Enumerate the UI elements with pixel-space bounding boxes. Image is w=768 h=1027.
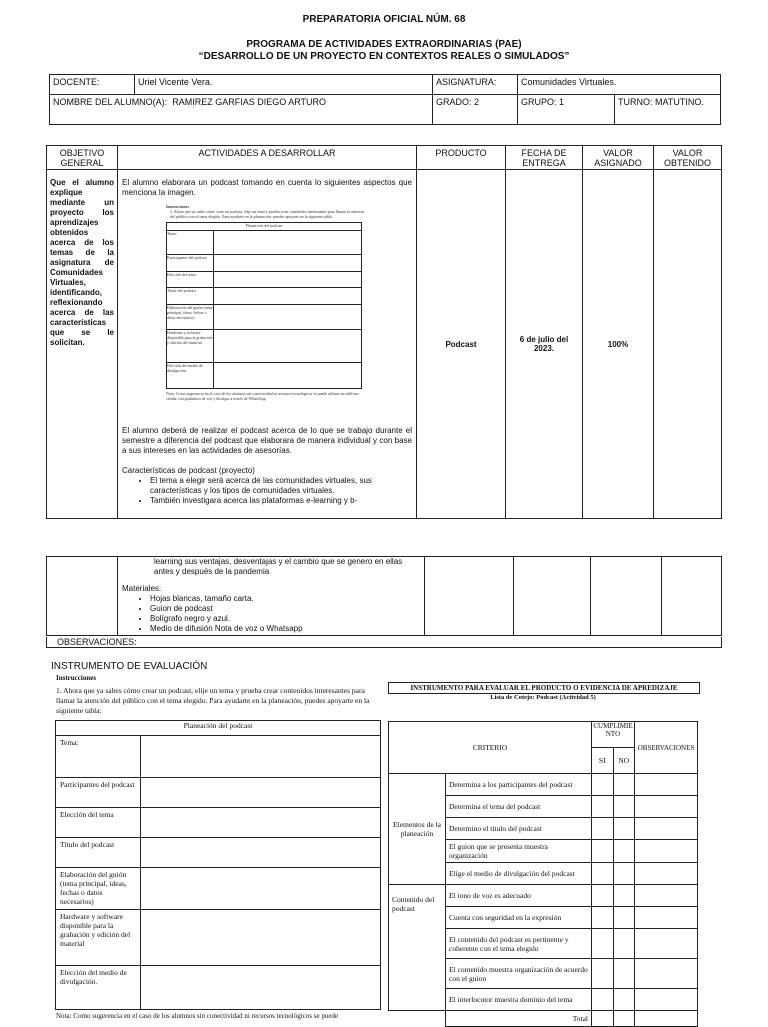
checklist-table xyxy=(388,721,698,1027)
list-item: • Medio de difusión Nota de voz o Whatsapp xyxy=(150,624,420,634)
criterion: Determina el tema del podcast xyxy=(446,796,592,818)
program-title: PROGRAMA DE ACTIVIDADES EXTRAORDINARIAS (PAE) xyxy=(246,39,522,50)
criterion: Elige el medio de divulgación del podcast xyxy=(446,863,592,885)
materiales-title: Materiales: xyxy=(122,584,162,593)
actividad-p2: El alumno deberá de realizar el podcast acerca de lo que se trabajo durante el semestre a diferencia del podcast que elaborara de manera individual y con base a sus intereses en las actividades de asesorías. xyxy=(122,426,412,455)
criterion: Determino el título del podcast xyxy=(446,818,592,840)
plan-row-label: Hardware y software disponible para la grabación y edición del material xyxy=(56,910,141,966)
instructions-thumbnail xyxy=(166,204,370,422)
criterio-header: CRITERIO xyxy=(389,722,592,774)
school-title: PREPARATORIA OFICIAL NÚM. 68 xyxy=(302,14,466,25)
asignatura-value: Comunidades Virtuales. xyxy=(518,75,721,95)
project-title: “DESARROLLO DE UN PROYECTO EN CONTEXTOS REALES O SIMULADOS” xyxy=(198,51,570,62)
criterion: El contenido del podcast es pertinente y coherente con el tema elegido xyxy=(446,929,592,959)
no-header: NO xyxy=(613,748,635,774)
continuation-line: learning sus ventajas, desventajas y el cambio que se genero en ellas antes y después de la pandemia xyxy=(154,557,403,576)
thumb-row: Tema: xyxy=(167,231,214,255)
group-contenido: Contenido del podcast xyxy=(389,885,446,1011)
alumno-value: RAMIREZ GARFIAS DIEGO ARTURO xyxy=(172,97,327,107)
objetivo-text: Que el alumno explique mediante un proyecto los aprendizajes obtenidos acerca de los temas de la asignatura de Comunidades Virtuales, identificando, reflexionando acerca de las características que se le solicitan. xyxy=(47,170,118,519)
actividad-intro: El alumno elaborara un podcast tomando en cuenta lo siguientes aspectos que menciona la imagen. xyxy=(122,178,412,197)
header-objetivo: OBJETIVO GENERAL xyxy=(47,146,118,170)
thumb-plan-table xyxy=(166,222,362,389)
criterion: El interlocutor muestra dominio del tema xyxy=(446,989,592,1011)
plan-row-label: Elaboración del guión (tema principal, ideas, fechas o datos necesarios) xyxy=(56,868,141,910)
header-actividades: ACTIVIDADES A DESARROLLAR xyxy=(118,146,417,170)
materiales-list xyxy=(122,594,420,634)
caracteristicas-list xyxy=(122,476,412,506)
docente-label: DOCENTE: xyxy=(50,75,135,95)
planeacion-title: Planeación del podcast xyxy=(56,721,381,736)
criterion: Determina a los participantes del podcast xyxy=(446,774,592,796)
total-label: Total xyxy=(446,1011,592,1027)
thumb-row: Elección del tema xyxy=(167,272,214,288)
observaciones-header: OBSERVACIONES xyxy=(635,722,698,774)
plan-row-label: Tema: xyxy=(56,736,141,778)
evaluation-title: INSTRUMENTO DE EVALUACIÓN xyxy=(51,661,208,672)
thumb-row: Elección del medio de divulgación xyxy=(167,363,214,389)
criterion: El contenido muestra organización de acuerdo con el guion xyxy=(446,959,592,989)
header-valor-asignado: VALOR ASIGNADO xyxy=(583,146,654,170)
criterion: El guion que se presenta muestra organización xyxy=(446,840,592,863)
asignatura-label: ASIGNATURA: xyxy=(433,75,518,95)
alumno-label: NOMBRE DEL ALUMNO(A): xyxy=(53,97,168,107)
alumno-cell xyxy=(50,95,433,125)
plan-row-label: Elección del tema xyxy=(56,808,141,838)
actividades-cell xyxy=(118,170,417,519)
thumb-row: Título del podcast xyxy=(167,288,214,305)
thumb-instrucciones: Instrucciones xyxy=(166,204,189,209)
activity-table-continued xyxy=(46,556,722,636)
list-item: • También investigara acerca las plataformas e-learning y b- xyxy=(150,496,412,506)
continuation-cell xyxy=(118,557,425,636)
header-valor-obtenido: VALOR OBTENIDO xyxy=(654,146,722,170)
si-header: SI xyxy=(592,748,614,774)
plan-row-label: Título del podcast xyxy=(56,838,141,868)
thumb-row: Elaboración del guión (tema principal, ideas, fechas o datos necesarios) xyxy=(167,305,214,330)
observaciones: OBSERVACIONES: xyxy=(46,637,722,648)
eval-nota: Nota: Como sugerencia en el caso de los alumnos sin conectividad ni recursos tecnológicos se puede xyxy=(56,1012,339,1020)
valor-value: 100% xyxy=(583,170,654,519)
valor-obtenido-empty xyxy=(654,170,722,519)
thumb-nota: Nota: Como sugerencia en el caso de los alumnos sin conectividad ni recursos tecnológicos se puede utilizar un teléfono celular con grabadora de voz y divulgar a través de WhatsApp xyxy=(166,391,359,401)
thumb-item1: 1. Ahora que ya sabes cómo crear un podcast, elije un tema y prueba crear contenidos interesantes para llamar la atención del público con el tema elegido. Para ayudarte en la planeación, puedes apoyarte en la siguiente tabla: xyxy=(170,209,365,219)
checklist-title: INSTRUMENTO PARA EVALUAR EL PRODUCTO O EVIDENCIA DE APREDIZAJE xyxy=(388,682,700,694)
fecha-value: 6 de julio del 2023. xyxy=(506,170,583,519)
header-fecha: FECHA DE ENTREGA xyxy=(506,146,583,170)
thumb-row: Participantes del podcast xyxy=(167,255,214,272)
thumb-plan-title: Planeación del podcast xyxy=(167,223,362,231)
plan-row-label: Elección del medio de divulgación. xyxy=(56,966,141,1010)
producto-value: Podcast xyxy=(417,170,506,519)
criterion: El tono de voz es adecuado xyxy=(446,885,592,907)
plan-row-label: Participantes del podcast xyxy=(56,778,141,808)
caracteristicas-title: Características de podcast (proyecto) xyxy=(122,466,255,475)
turno: TURNO: MATUTINO. xyxy=(615,95,721,125)
group-planeacion: Elementos de la planeación xyxy=(389,774,446,885)
list-item: • Guion de podcast xyxy=(150,604,420,614)
planeacion-table xyxy=(55,720,381,1010)
cumplimiento-header: CUMPLIMIENTO xyxy=(592,722,635,748)
criterion: Cuenta con seguridad en la expresión xyxy=(446,907,592,929)
list-item: • Bolígrafo negro y azul. xyxy=(150,614,420,624)
grupo: GRUPO: 1 xyxy=(518,95,615,125)
docente-value: Uriel Vicente Vera. xyxy=(135,75,433,95)
thumb-row: Hardware y software disponible para la grabación y edición del material xyxy=(167,330,214,363)
list-item: • El tema a elegir será acerca de las comunidades virtuales, sus características y los tipos de comunidades virtuales. xyxy=(150,476,412,496)
header-producto: PRODUCTO xyxy=(417,146,506,170)
list-item: • Hojas blancas, tamaño carta. xyxy=(150,594,420,604)
checklist-subtitle: Lista de Cotejo: Podcast (Actividad 5) xyxy=(490,694,596,701)
eval-item1: 1. Ahora que ya sabes cómo crear un podcast, elije un tema y prueba crear contenidos interesantes para llamar la atención del público con el tema elegido. Para ayudarte en la planeación, puedes apoyarte en la siguiente tabla: xyxy=(56,686,370,715)
info-table xyxy=(49,74,721,125)
activity-table xyxy=(46,145,722,519)
grado: GRADO: 2 xyxy=(433,95,518,125)
eval-instrucciones: Instrucciones xyxy=(56,674,97,682)
